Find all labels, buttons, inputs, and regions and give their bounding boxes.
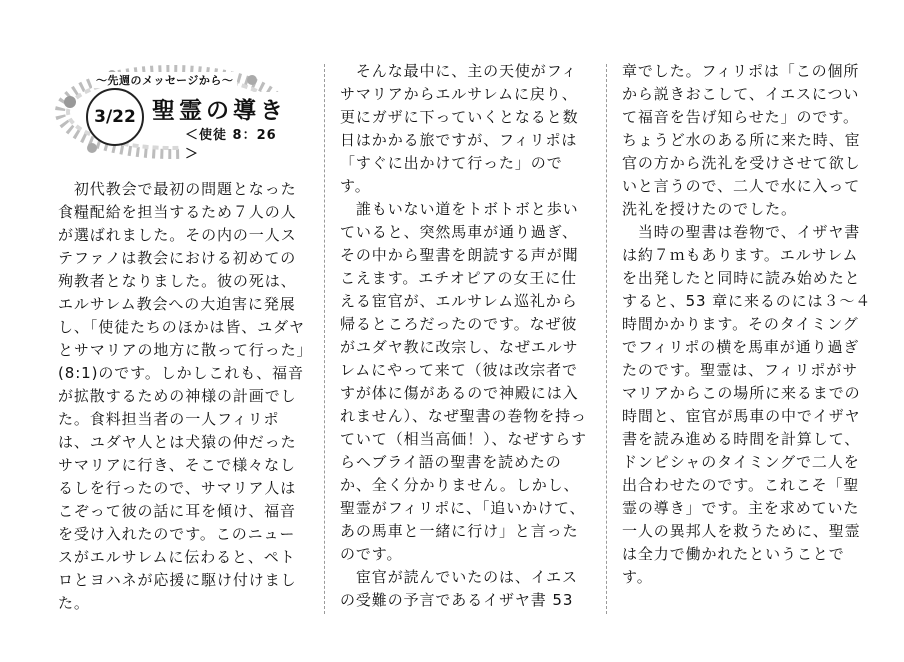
section-tag: ～先週のメッセージから～ [92,72,237,88]
text-column-3 [622,60,872,589]
column-divider [606,64,607,614]
column-3-text: 章でした。フィリポは「この個所から説きおこして、イエスについて福音を告げ知らせた」のです。ちょうど水のある所に来た時、宦官の方から洗礼を受けさせて欲しいと言うので、二人で水に入って洗礼を授けたのでした。 当時の聖書は巻物で、イザヤ書は約７ｍもあります。エルサレムを出発したと同時に読み始めたとすると、53 章に来るのには３～４時間かかります。そのタイミングでフィリポの横を馬車が通り過ぎたのです。聖霊は、フィリポがサマリアからこの場所に来るまでの時間と、宦官が馬車の中でイザヤ書を読み進める時間を計算して、ドンピシャのタイミングで二人を出合わせたのです。これこそ「聖霊の導き」です。主を求めていた一人の異邦人を救うために、聖霊は全力で働かれたということです。 [622,62,872,586]
text-column-2 [340,60,590,612]
column-divider [324,64,325,614]
date-badge: 3/22 [86,88,144,146]
text-column-1 [58,178,308,615]
column-1-text: 初代教会で最初の問題となった食糧配給を担当するため７人の人が選ばれました。その内の一人ステファノは教会における初めての殉教者となりました。彼の死は、エルサレム教会への大迫害に発展し、「使徒たちのほかは皆、ユダヤとサマリアの地方に散って行った」(8:1)のです。しかしこれも、福音が拡散するための神様の計画でした。食料担当者の一人フィリポは、ユダヤ人とは犬猿の仲だったサマリアに行き、そこで様々なしるしを行ったので、サマリア人はこぞって彼の話に耳を傾け、福音を受け入れたのです。このニュースがエルサレムに伝わると、ペトロとヨハネが応援に駆け付けました。 [58,180,305,612]
message-title: 聖霊の導き [148,92,291,125]
scripture-reference: ＜使徒 8：26＞ [182,124,292,162]
column-2-text: そんな最中に、主の天使がフィサマリアからエルサレムに戻り、更にガザに下っていくとなると数日はかかる旅ですが、フィリポは「すぐに出かけて行った」のです。 誰もいない道をトボトボと歩いていると、突然馬車が通り過ぎ、その中から聖書を朗読する声が聞こえます。エチオピアの女王に仕える宦官が、エルサレム巡礼から帰るところだったのです。なぜ彼がユダヤ教に改宗し、なぜエルサレムにやって来て（彼は改宗者ですが体に傷があるので神殿には入れません）、なぜ聖書の巻物を持っていて（相当高価！）、なぜすらすらヘブライ語の聖書を読めたのか、全く分かりません。しかし、聖霊がフィリポに、「追いかけて、あの馬車と一緒に行け」と言ったのです。 宦官が読んでいたのは、イエスの受難の予言であるイザヤ書 53 [340,62,587,609]
message-header [52,62,292,160]
